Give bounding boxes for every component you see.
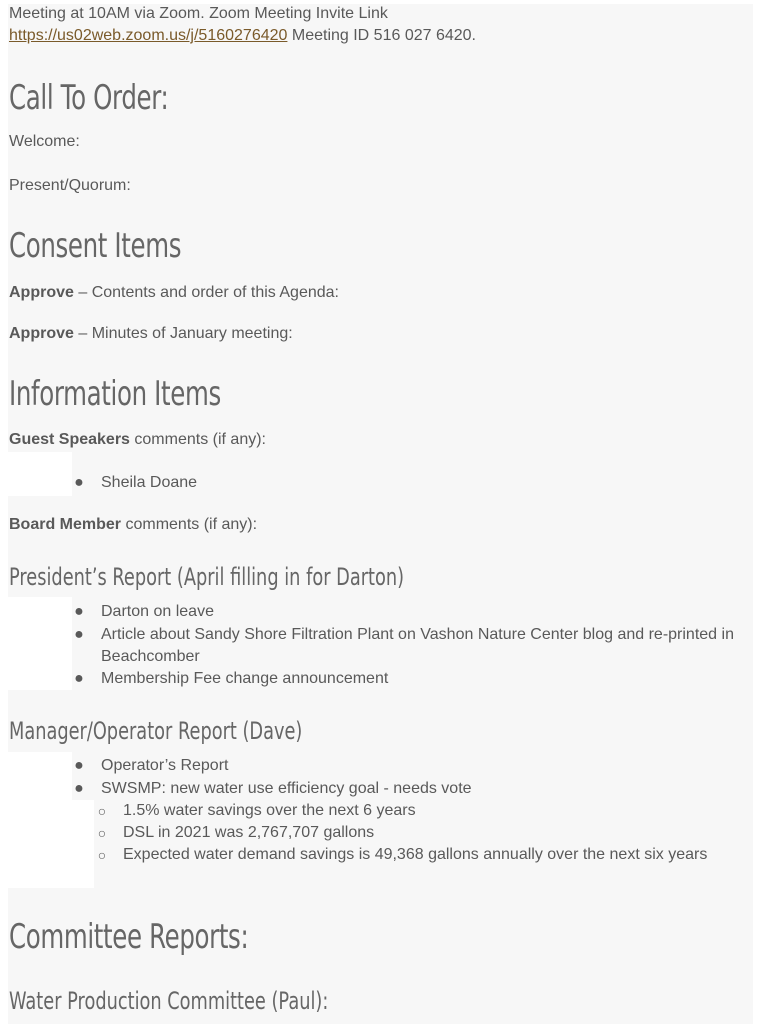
consent-item-agenda (9, 283, 339, 303)
guest-speaker-name: Sheila Doane (101, 474, 198, 491)
bullet-icon: ● (74, 626, 84, 643)
sub-list-item-text: 1.5% water savings over the next 6 years (123, 802, 416, 819)
sub-list-item-text: DSL in 2021 was 2,767,707 gallons (123, 824, 375, 841)
consent-item-minutes (9, 324, 293, 344)
consent-item-minutes-text: – Minutes of January meeting: (73, 325, 293, 342)
heading-presidents-report: President’s Report (April filling in for Darton) (9, 563, 405, 591)
meeting-link-line (9, 26, 476, 46)
board-member-label: Board Member (9, 516, 122, 533)
bullet-icon: ● (74, 780, 84, 797)
approve-label: Approve (9, 325, 74, 342)
meeting-info-line (9, 4, 388, 24)
list-item-text: Operator’s Report (101, 757, 229, 774)
bullet-icon: ● (74, 757, 84, 774)
zoom-link[interactable]: https://us02web.zoom.us/j/5160276420 (9, 27, 288, 44)
heading-manager-report: Manager/Operator Report (Dave) (9, 717, 303, 745)
guest-speakers-label: Guest Speakers (9, 431, 130, 448)
bullet-icon: ● (74, 603, 84, 620)
list-item-text: Membership Fee change announcement (101, 670, 389, 687)
list-item-text: Article about Sandy Shore Filtration Plant on Vashon Nature Center blog and re-printed in Beachcomber (101, 626, 734, 665)
meeting-text: Meeting at 10AM via Zoom. Zoom Meeting Invite Link (9, 5, 388, 22)
heading-committee-reports: Committee Reports: (9, 917, 249, 957)
indent-margin (0, 800, 94, 888)
welcome-label: Welcome: (9, 133, 80, 150)
list-item-text: SWSMP: new water use efficiency goal - needs vote (101, 780, 472, 797)
approve-label: Approve (9, 284, 74, 301)
indent-margin (0, 452, 72, 496)
sub-list-item-text: Expected water demand savings is 49,368 gallons annually over the next six years (123, 846, 708, 863)
consent-item-agenda-text: – Contents and order of this Agenda: (73, 284, 339, 301)
guest-speakers-text: comments (if any): (129, 431, 266, 448)
circle-bullet-icon: ○ (97, 803, 107, 819)
bullet-icon: ● (74, 474, 84, 491)
circle-bullet-icon: ○ (97, 825, 107, 841)
indent-margin (0, 597, 72, 690)
heading-call-to-order: Call To Order: (9, 78, 169, 118)
heading-information-items: Information Items (9, 374, 221, 414)
document-page (8, 4, 753, 1024)
heading-consent-items: Consent Items (9, 226, 182, 266)
bullet-icon: ● (74, 670, 84, 687)
board-member-line (9, 515, 257, 535)
list-item-text: Darton on leave (101, 603, 214, 620)
present-quorum-label: Present/Quorum: (9, 177, 131, 194)
guest-speakers-line (9, 430, 266, 450)
board-member-text: comments (if any): (121, 516, 258, 533)
circle-bullet-icon: ○ (97, 847, 107, 863)
heading-water-production: Water Production Committee (Paul): (9, 987, 329, 1015)
meeting-id: Meeting ID 516 027 6420. (287, 27, 476, 44)
